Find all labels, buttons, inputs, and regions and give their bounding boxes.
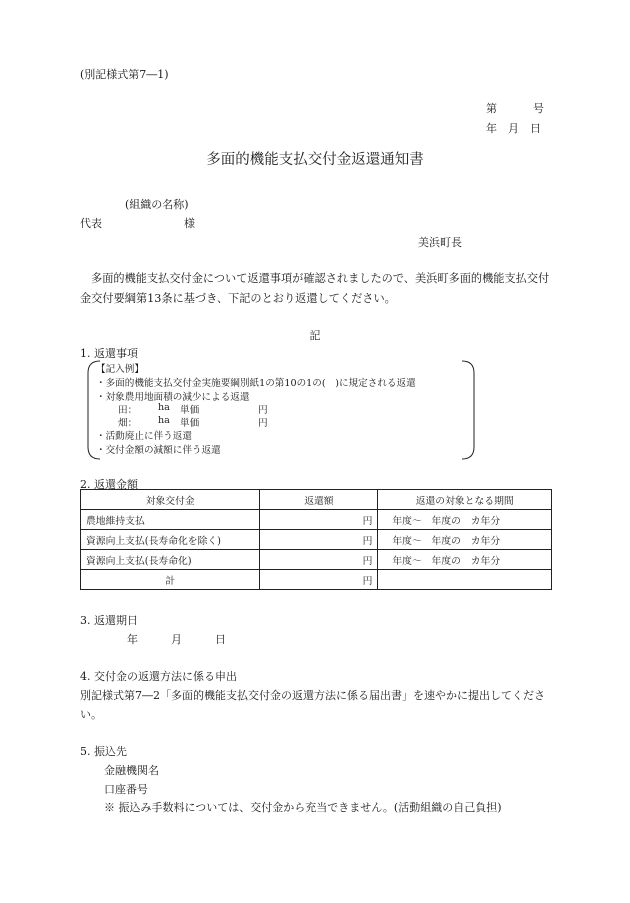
issue-month: 月 <box>508 122 519 135</box>
due-day: 日 <box>215 633 226 646</box>
header-target-grant: 対象交付金 <box>81 490 260 510</box>
paddy-yen: 円 <box>258 405 268 416</box>
number-dai: 第 <box>486 102 497 115</box>
notice-body <box>80 269 560 309</box>
section5-heading: 5. 振込先 <box>80 745 127 758</box>
return-due-date <box>127 631 226 647</box>
field-price: 単価 <box>180 418 200 429</box>
organization-name: (組織の名称) <box>125 198 189 211</box>
ki-marker: 記 <box>309 329 321 342</box>
table-header-row <box>81 490 552 510</box>
row-period: 年度～ 年度の カ年分 <box>378 530 552 550</box>
representative-label: 代表 <box>80 217 102 230</box>
table-row <box>81 510 552 530</box>
note-line-reduction: ・交付金額の減額に伴う返還 <box>96 445 221 456</box>
sender-mayor: 美浜町長 <box>418 236 462 249</box>
entry-example-box <box>84 359 478 462</box>
return-amount-table <box>80 489 552 590</box>
field-yen: 円 <box>258 418 268 429</box>
note-line-abolition: ・活動廃止に伴う返還 <box>96 431 192 442</box>
due-month: 月 <box>171 633 182 646</box>
transfer-fee-note: ※ 振込み手数料については、交付金から充当できません。(活動組織の自己負担) <box>104 801 502 814</box>
form-number: (別記様式第7―1) <box>80 68 169 81</box>
note-line-area-decrease: ・対象農用地面積の減少による返還 <box>96 392 250 403</box>
account-number-label: 口座番号 <box>104 783 148 796</box>
issue-year: 年 <box>486 122 497 135</box>
document-number-line <box>486 100 544 116</box>
number-go: 号 <box>533 102 544 115</box>
submission-instruction: 別記様式第7―2「多面的機能支払交付金の返還方法に係る届出書」を速やかに提出してください。 <box>80 689 545 721</box>
row-amount: 円 <box>260 510 378 530</box>
section3-heading: 3. 返還期日 <box>80 614 138 627</box>
notice-body-text: 多面的機能支払交付金について返還事項が確認されましたので、美浜町多面的機能支払交付金交付要綱第13条に基づき、下記のとおり返還してください。 <box>80 272 550 305</box>
note-line-return-rule: ・多面的機能支払交付金実施要綱別紙1の第10の1の( )に規定される返還 <box>96 378 416 389</box>
table-total-row <box>81 570 552 590</box>
row-period: 年度～ 年度の カ年分 <box>378 550 552 570</box>
bank-name-label: 金融機関名 <box>104 764 159 777</box>
issue-date-line <box>486 120 541 136</box>
header-target-period: 返還の対象となる期間 <box>378 490 552 510</box>
honorific-sama: 様 <box>184 217 195 230</box>
paddy-label: 田： <box>118 405 138 416</box>
total-label: 計 <box>81 570 260 590</box>
row-amount: 円 <box>260 550 378 570</box>
row-amount: 円 <box>260 530 378 550</box>
total-period <box>378 570 552 590</box>
section4-heading: 4. 交付金の返還方法に係る申出 <box>80 670 237 683</box>
row-period: 年度～ 年度の カ年分 <box>378 510 552 530</box>
table-row <box>81 550 552 570</box>
field-unit: ha <box>158 415 170 426</box>
header-return-amount: 返還額 <box>260 490 378 510</box>
paddy-unit: ha <box>158 402 170 413</box>
total-amount: 円 <box>260 570 378 590</box>
row-grant-name: 資源向上支払(長寿命化) <box>81 550 260 570</box>
row-grant-name: 資源向上支払(長寿命化を除く) <box>81 530 260 550</box>
issue-day: 日 <box>530 122 541 135</box>
row-grant-name: 農地維持支払 <box>81 510 260 530</box>
table-row <box>81 530 552 550</box>
section2-heading: 2. 返還金額 <box>80 478 138 491</box>
paddy-price: 単価 <box>180 405 200 416</box>
note-title: 【記入例】 <box>96 364 144 375</box>
document-title: 多面的機能支払交付金返還通知書 <box>206 152 424 168</box>
due-year: 年 <box>127 633 138 646</box>
section1-heading: 1. 返還事項 <box>80 347 138 360</box>
field-label: 畑： <box>118 418 138 429</box>
